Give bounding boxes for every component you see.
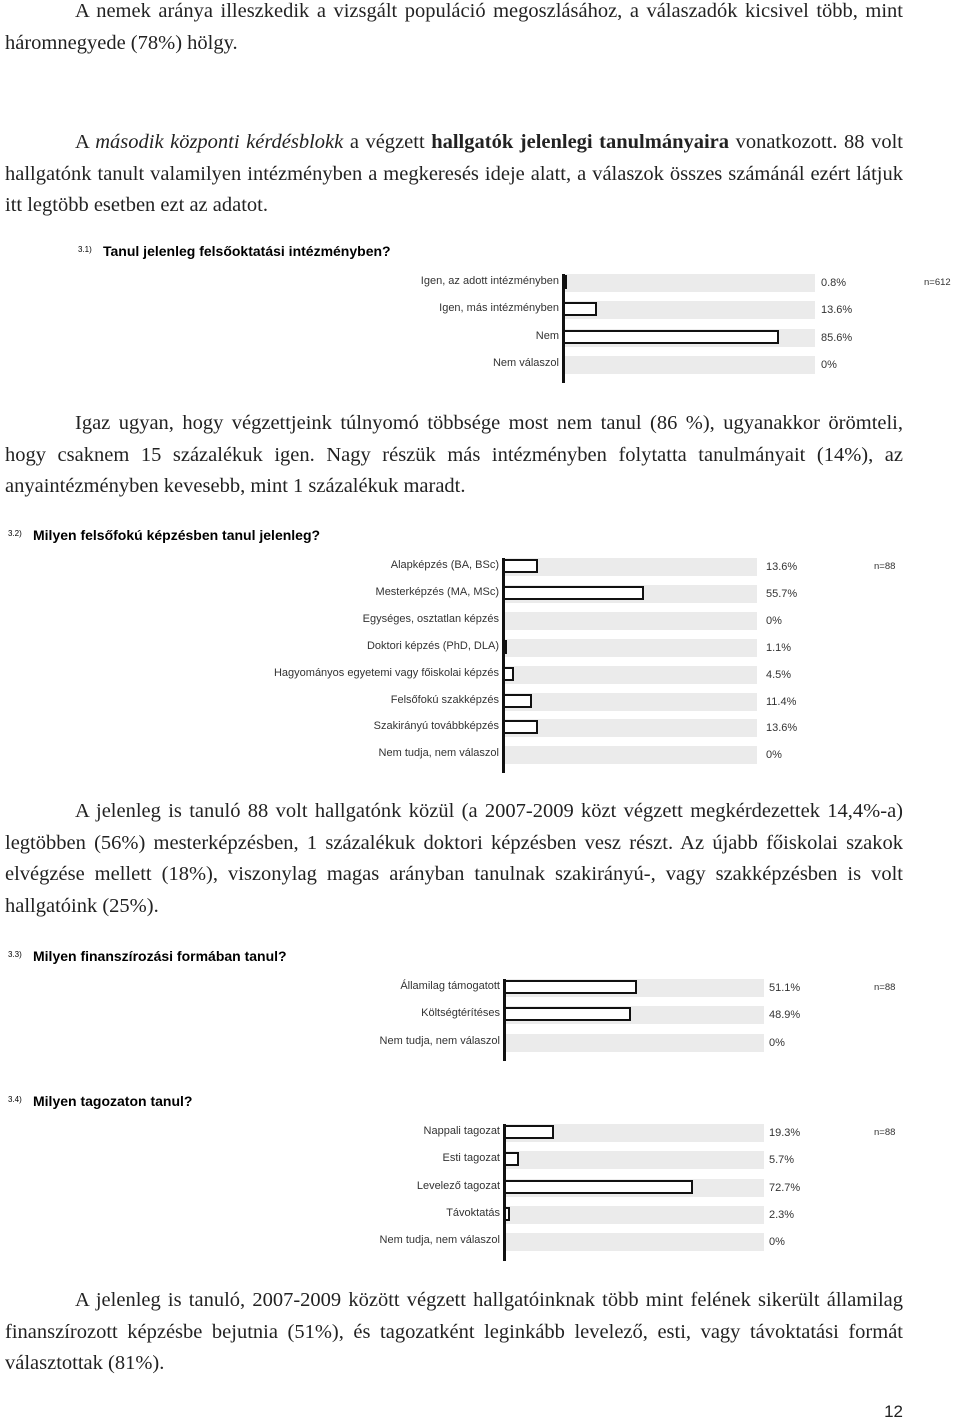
bar-track [504,1124,764,1142]
bar [504,1180,693,1194]
bar-category-label: Igen, az adott intézményben [420,275,559,287]
chart-number: 3.1) [78,245,92,254]
chart-title: Tanul jelenleg felsőoktatási intézményben? [103,243,391,259]
bar-value-label: 5.7% [769,1154,795,1167]
bar-track [503,612,757,630]
bar-track [503,693,757,711]
bar-value-label: 55.7% [766,587,798,600]
bar-track [503,639,757,657]
bar [503,586,644,600]
bar-category-label: Alapképzés (BA, BSc) [390,559,499,571]
bar-category-label: Nem [535,329,559,342]
bar-value-label: 13.6% [766,561,798,573]
chart-number: 3.4) [8,1095,22,1104]
bar-category-label: Esti tagozat [442,1152,500,1165]
p2-e: vonatkozott. 88 volt hallgatónk tanult valamilyen intézményben a megkeresés ideje alatt, a válaszok összes számánál ezért látjuk itt legtöbb esetben ezt az adatot. [5,131,903,216]
chart-axis [502,558,505,773]
p2-italic: második központi kérdésblokk [95,131,344,153]
bar-value-label: 1.1% [766,641,792,654]
bar-track [503,666,757,684]
bar-value-label: 11.4% [766,695,797,708]
bar-category-label: Nem tudja, nem válaszol [379,1034,500,1047]
bar-track [504,1206,764,1224]
bar-track [504,1179,764,1197]
chart-axis [503,979,506,1061]
bar-track [504,1151,764,1169]
paragraph-not-studying: Igaz ugyan, hogy végzettjeink túlnyomó többsége most nem tanul (86 %), ugyanakkor örömteli, hogy csaknem 15 százalékuk igen. Nagy részük más intézményben folytatta tanulmányait (14%), az anyaintézményben kevesebb, mint 1 százalékuk maradt. [5,412,903,497]
bar-category-label: Távoktatás [446,1206,500,1219]
bar [504,1125,554,1139]
bar [504,1007,631,1021]
chart-number: 3.2) [8,529,22,538]
paragraph-second-block [5,127,903,222]
bar-category-label: Hagyományos egyetemi vagy főiskolai képzés [273,666,499,679]
bar-value-label: 72.7% [769,1181,801,1194]
chart-title: Milyen finanszírozási formában tanul? [33,948,287,964]
bar-track [563,356,815,374]
bar-track [504,1233,764,1251]
bar [563,330,779,344]
paragraph-current-students: A jelenleg is tanuló 88 volt hallgatónk közül (a 2007-2009 közt végzett megkérdezettek 14,4%-a) legtöbben (56%) mesterképzésben, 1 százalékuk doktori képzésben vesz részt. Az újabb főiskolai szakok elvégzése mellett (18%), viszonylag magas arányban tanulnak szakirányú-, vagy szakképzésben is volt hallgatóink (25%). [5,800,903,917]
page-number: 12 [884,1402,903,1421]
bar-category-label: Egységes, osztatlan képzés [362,612,499,625]
bar-category-label: Nappali tagozat [423,1125,500,1137]
bar-track [504,1006,764,1024]
bar-value-label: 13.6% [766,722,798,735]
bar-value-label: 48.9% [769,1009,801,1022]
paragraph-gender: A nemek aránya illeszkedik a vizsgált populáció megoszlásához, a válaszadók kicsivel több, mint háromnegyede (78%) hölgy. [5,0,903,54]
bar-category-label: Levelező tagozat [416,1179,500,1192]
bar-category-label: Államilag támogatott [400,980,500,992]
bar-category-label: Nem tudja, nem válaszol [378,747,499,760]
chart-sample-size: n=88 [874,561,896,572]
bar [503,559,538,573]
bar [563,302,597,316]
bar-value-label: 0% [821,358,837,371]
bar [503,694,532,708]
bar-category-label: Doktori képzés (PhD, DLA) [366,639,499,652]
bar-category-label: Felsőfokú szakképzés [390,693,499,706]
bar-value-label: 51.1% [769,982,801,994]
bar-value-label: 0% [769,1236,785,1249]
p2-bold: hallgatók jelenlegi tanulmányaira [431,131,730,153]
chart-number: 3.3) [8,950,22,959]
bar-category-label: Igen, más intézményben [439,302,559,315]
bar [504,980,637,994]
bar [503,720,538,734]
bar-value-label: 85.6% [821,331,853,344]
bar-track [503,558,757,576]
bar-track [563,329,815,347]
bar-value-label: 13.6% [821,304,853,317]
bar-category-label: Nem tudja, nem válaszol [379,1234,500,1247]
bar [504,1152,519,1166]
chart-axis [503,1124,506,1261]
bar-track [504,979,764,997]
p2-c: a végzett [343,131,432,153]
bar-track [503,746,757,764]
chart-title: Milyen felsőfokú képzésben tanul jelenleg? [33,527,321,543]
bar-track [503,585,757,603]
bar-value-label: 0% [766,749,782,762]
bar-value-label: 19.3% [769,1127,801,1139]
bar-track [563,301,815,319]
bar-track [503,719,757,737]
bar-category-label: Nem válaszol [492,356,559,369]
chart-sample-size: n=88 [874,1127,896,1138]
chart-sample-size: n=612 [924,277,951,288]
bar-track [504,1034,764,1052]
p2-a: A [75,131,96,153]
bar-value-label: 0% [766,614,782,627]
paragraph-funding: A jelenleg is tanuló, 2007-2009 között végzett hallgatóinknak több mint felének sikerült államilag finanszírozott képzésbe bejutnia (51%), és tagozatként leginkább levelező, esti, vagy távoktatási formát választottak (81%). [5,1289,903,1374]
bar-value-label: 2.3% [769,1208,795,1221]
bar-value-label: 4.5% [766,668,792,681]
chart-sample-size: n=88 [874,982,896,993]
bar-track [563,274,815,292]
bar-category-label: Mesterképzés (MA, MSc) [375,585,499,598]
chart-title: Milyen tagozaton tanul? [33,1093,193,1109]
bar-value-label: 0.8% [821,277,847,289]
bar-category-label: Szakirányú továbbképzés [373,720,499,733]
bar-category-label: Költségtérítéses [421,1007,500,1020]
chart-axis [562,274,565,383]
bar-value-label: 0% [769,1036,785,1049]
